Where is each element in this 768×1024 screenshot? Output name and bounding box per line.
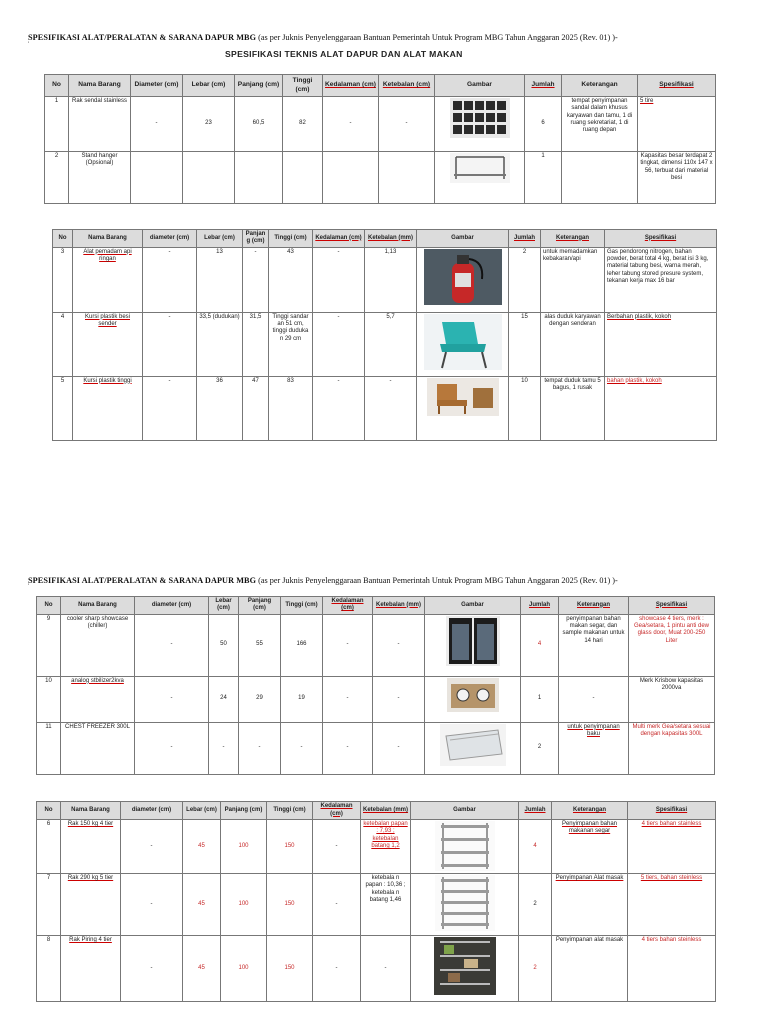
cell-jumlah: 10 xyxy=(509,376,541,440)
cell-keterangan: Penyimpanan alat masak xyxy=(552,936,628,1002)
col-header: Kedalaman (cm) xyxy=(323,597,373,615)
cell-tinggi: 19 xyxy=(281,676,323,722)
col-header: Lebar (cm) xyxy=(183,75,235,97)
col-header: Gambar xyxy=(435,75,525,97)
cell-tinggi: 83 xyxy=(269,376,313,440)
col-header: Panjang (cm) xyxy=(239,597,281,615)
cell-panjang: 31,5 xyxy=(243,312,269,376)
cell-diameter: - xyxy=(131,97,183,152)
col-header: No xyxy=(53,230,73,248)
cell-kedalaman: - xyxy=(323,676,373,722)
cell-gambar xyxy=(417,312,509,376)
col-header: Panjang (cm) xyxy=(235,75,283,97)
cell-keterangan: tempat penyimpanan sandal dalam khusus karyawan dan tamu, 1 di ruang sekretariat, 1 di ruang depan xyxy=(562,97,638,152)
cell-gambar xyxy=(411,820,519,874)
cell-keterangan: Penyimpanan Alat masak xyxy=(552,874,628,936)
cell-ketebalan: 1,13 xyxy=(365,247,417,312)
cell-tinggi: 43 xyxy=(269,247,313,312)
cell-nama: Rak sendal stainless xyxy=(69,97,131,152)
col-header: Nama Barang xyxy=(69,75,131,97)
cell-diameter: - xyxy=(121,820,183,874)
cell-gambar xyxy=(425,676,521,722)
table-row xyxy=(37,936,716,1002)
cell-kedalaman: - xyxy=(313,312,365,376)
cell-kedalaman: - xyxy=(313,820,361,874)
steel-rack-4tier-image xyxy=(435,821,495,871)
cell-jumlah: 4 xyxy=(519,820,552,874)
cell-no: 2 xyxy=(45,152,69,204)
col-header: Tinggi (cm) xyxy=(281,597,323,615)
table-row xyxy=(37,676,715,722)
col-header: Diameter (cm) xyxy=(131,75,183,97)
cell-nama: Rak 290 kg 5 tier xyxy=(61,874,121,936)
doc-header-2 xyxy=(28,576,618,585)
cell-tinggi: - xyxy=(281,722,323,774)
col-header: Kedalaman (cm) xyxy=(313,802,361,820)
cell-no: 10 xyxy=(37,676,61,722)
cell-diameter: - xyxy=(135,676,209,722)
cell-jumlah: 2 xyxy=(519,936,552,1002)
tall-chair-image xyxy=(427,378,499,416)
cell-ketebalan: - xyxy=(373,722,425,774)
doc-header-1 xyxy=(28,33,618,42)
table-row xyxy=(53,312,717,376)
cell-ketebalan: - xyxy=(365,376,417,440)
table-row xyxy=(37,614,715,676)
table-row xyxy=(37,722,715,774)
cell-lebar: 36 xyxy=(197,376,243,440)
cell-nama: Kursi plastik tinggi xyxy=(73,376,143,440)
shoe-rack-image xyxy=(450,98,510,138)
col-header: No xyxy=(37,597,61,615)
cell-lebar: 13 xyxy=(197,247,243,312)
col-header: Nama Barang xyxy=(61,802,121,820)
doc-header-rest: (as per Juknis Penyelenggaraan Bantuan Pemerintah Untuk Program MBG Tahun Anggaran 2025 (Rev. 01) )- xyxy=(258,33,618,42)
cell-nama: Alat pemadam api ringan xyxy=(73,247,143,312)
cell-lebar: 45 xyxy=(183,874,221,936)
col-header: Jumlah xyxy=(509,230,541,248)
doc-subtitle: SPESIFIKASI TEKNIS ALAT DAPUR DAN ALAT MAKAN xyxy=(225,49,463,59)
cell-spesifikasi: Merk Krisbow kapasitas 2000va xyxy=(629,676,715,722)
cell-keterangan: tempat duduk tamu 5 bagus, 1 rusak xyxy=(541,376,605,440)
cell-tinggi: 166 xyxy=(281,614,323,676)
tick-mark: ' xyxy=(28,42,30,48)
cell-tinggi: 150 xyxy=(267,874,313,936)
cell-diameter: - xyxy=(135,722,209,774)
cell-panjang: - xyxy=(239,722,281,774)
plastic-chair-image xyxy=(424,314,502,370)
cell-jumlah: 2 xyxy=(519,874,552,936)
col-header: Tinggi (cm) xyxy=(269,230,313,248)
cell-lebar: - xyxy=(209,722,239,774)
cell-spesifikasi: Kapasitas besar terdapat 2 tingkat, dimensi 110x 147 x 56, terbuat dari material besi xyxy=(638,152,716,204)
cell-spesifikasi: Gas pendorong nitrogen, bahan powder, berat total 4 kg, berat isi 3 kg, material tabung besi, warna merah, leher tabung stored presure system, tekanan kerja max 16 bar xyxy=(605,247,717,312)
cell-nama: Rak 150 kg 4 tier xyxy=(61,820,121,874)
cell-tinggi: 82 xyxy=(283,97,323,152)
cell-tinggi: Tinggi sandar an 51 cm, tinggi duduka n 29 cm xyxy=(269,312,313,376)
cell-panjang: 100 xyxy=(221,874,267,936)
cell-diameter xyxy=(131,152,183,204)
cell-spesifikasi: showcase 4 tiers, merk : Gea/setara, 1 pintu anti dew glass door, Muat 200-250 Liter xyxy=(629,614,715,676)
cell-diameter: - xyxy=(143,312,197,376)
col-header: Tinggi (cm) xyxy=(267,802,313,820)
doc-header-bold: SPESIFIKASI ALAT/PERALATAN & SARANA DAPUR MBG xyxy=(28,33,257,42)
cell-no: 1 xyxy=(45,97,69,152)
cell-ketebalan: ketebala n papan : 10,36 ; ketebala n batang 1,46 xyxy=(361,874,411,936)
col-header: Gambar xyxy=(411,802,519,820)
table-row xyxy=(45,152,716,204)
col-header: Nama Barang xyxy=(61,597,135,615)
col-header: Spesifikasi xyxy=(629,597,715,615)
cell-nama: analog stbilizer2kva xyxy=(61,676,135,722)
cell-kedalaman: - xyxy=(313,936,361,1002)
table-header-row xyxy=(37,597,715,615)
col-header: Jumlah xyxy=(521,597,559,615)
cell-spesifikasi: 4 tiers bahan stainless xyxy=(628,820,716,874)
col-header: Gambar xyxy=(425,597,521,615)
cell-diameter: - xyxy=(143,376,197,440)
cell-no: 7 xyxy=(37,874,61,936)
cell-ketebalan: ketebalan papan : 7,93 ; ketebalan batang 1,2 xyxy=(361,820,411,874)
cell-panjang: - xyxy=(243,247,269,312)
cell-diameter: - xyxy=(121,936,183,1002)
cell-tinggi: 150 xyxy=(267,936,313,1002)
cell-panjang: 100 xyxy=(221,936,267,1002)
spec-table-3 xyxy=(36,596,715,775)
showcase-chiller-image xyxy=(446,616,500,666)
cell-diameter: - xyxy=(143,247,197,312)
cell-gambar xyxy=(417,376,509,440)
cell-jumlah: 2 xyxy=(521,722,559,774)
col-header: diameter (cm) xyxy=(121,802,183,820)
cell-jumlah: 1 xyxy=(525,152,562,204)
col-header: Jumlah xyxy=(525,75,562,97)
col-header: Panjang (cm) xyxy=(243,230,269,248)
col-header: Spesifikasi xyxy=(605,230,717,248)
col-header: Panjang (cm) xyxy=(221,802,267,820)
cell-panjang: 29 xyxy=(239,676,281,722)
table-header-row xyxy=(37,802,716,820)
cell-gambar xyxy=(411,936,519,1002)
cell-no: 5 xyxy=(53,376,73,440)
col-header: No xyxy=(45,75,69,97)
cell-lebar xyxy=(183,152,235,204)
col-header: Tinggi (cm) xyxy=(283,75,323,97)
cell-kedalaman xyxy=(323,152,379,204)
col-header: Keterangan xyxy=(541,230,605,248)
col-header: Spesifikasi xyxy=(628,802,716,820)
cell-diameter: - xyxy=(135,614,209,676)
cell-ketebalan: - xyxy=(361,936,411,1002)
spec-table-1 xyxy=(44,74,716,204)
cell-ketebalan: 5,7 xyxy=(365,312,417,376)
doc-header-bold: SPESIFIKASI ALAT/PERALATAN & SARANA DAPUR MBG xyxy=(28,576,257,585)
cell-jumlah: 6 xyxy=(525,97,562,152)
fire-extinguisher-image xyxy=(424,249,502,305)
table-row xyxy=(37,820,716,874)
steel-rack-5tier-image xyxy=(435,875,495,931)
cell-keterangan xyxy=(562,152,638,204)
cell-no: 9 xyxy=(37,614,61,676)
cell-no: 11 xyxy=(37,722,61,774)
col-header: Kedalaman (cm) xyxy=(313,230,365,248)
cell-jumlah: 1 xyxy=(521,676,559,722)
dish-rack-image xyxy=(434,937,496,995)
col-header: Keterangan xyxy=(559,597,629,615)
cell-gambar xyxy=(411,874,519,936)
col-header: Ketebalan (cm) xyxy=(379,75,435,97)
cell-ketebalan: - xyxy=(379,97,435,152)
cell-panjang: 60,5 xyxy=(235,97,283,152)
cell-no: 8 xyxy=(37,936,61,1002)
cell-ketebalan: - xyxy=(373,614,425,676)
cell-gambar xyxy=(417,247,509,312)
table-row xyxy=(45,97,716,152)
cell-lebar: 23 xyxy=(183,97,235,152)
cell-nama: Rak Piring 4 tier xyxy=(61,936,121,1002)
cell-kedalaman: - xyxy=(313,874,361,936)
col-header: diameter (cm) xyxy=(143,230,197,248)
cell-panjang: 100 xyxy=(221,820,267,874)
cell-keterangan: untuk penyimpanan baku xyxy=(559,722,629,774)
tick-mark: ' xyxy=(28,584,30,590)
cell-diameter: - xyxy=(121,874,183,936)
cell-keterangan: - xyxy=(559,676,629,722)
cell-keterangan: penyimpanan bahan makan segar, dan sample makanan untuk 14 hari xyxy=(559,614,629,676)
col-header: Nama Barang xyxy=(73,230,143,248)
cell-nama: cooler sharp showcase (chiller) xyxy=(61,614,135,676)
col-header: Jumlah xyxy=(519,802,552,820)
cell-nama: Stand hanger (Opsional) xyxy=(69,152,131,204)
cell-gambar xyxy=(435,97,525,152)
cell-keterangan: untuk memadamkan kebakaran/api xyxy=(541,247,605,312)
col-header: Ketebalan (mm) xyxy=(361,802,411,820)
col-header: Lebar (cm) xyxy=(209,597,239,615)
chest-freezer-image xyxy=(440,724,506,766)
spec-table-4 xyxy=(36,801,716,1002)
cell-spesifikasi: Multi merk Gea/setara sesuai dengan kapasitas 300L xyxy=(629,722,715,774)
col-header: Spesifikasi xyxy=(638,75,716,97)
cell-kedalaman: - xyxy=(313,247,365,312)
cell-ketebalan: - xyxy=(373,676,425,722)
col-header: diameter (cm) xyxy=(135,597,209,615)
cell-kedalaman: - xyxy=(323,97,379,152)
col-header: No xyxy=(37,802,61,820)
cell-kedalaman: - xyxy=(323,614,373,676)
cell-jumlah: 2 xyxy=(509,247,541,312)
doc-header-rest: (as per Juknis Penyelenggaraan Bantuan Pemerintah Untuk Program MBG Tahun Anggaran 2025 (Rev. 01) )- xyxy=(258,576,618,585)
cell-jumlah: 15 xyxy=(509,312,541,376)
col-header: Keterangan xyxy=(562,75,638,97)
cell-nama: Kursi plastik besi sender xyxy=(73,312,143,376)
cell-lebar: 45 xyxy=(183,820,221,874)
col-header: Keterangan xyxy=(552,802,628,820)
col-header: Lebar (cm) xyxy=(183,802,221,820)
cell-lebar: 50 xyxy=(209,614,239,676)
cell-spesifikasi: bahan plastik, kokoh xyxy=(605,376,717,440)
cell-nama: CHEST FREEZER 300L xyxy=(61,722,135,774)
cell-lebar: 24 xyxy=(209,676,239,722)
cell-spesifikasi: Berbahan plastik, kokoh xyxy=(605,312,717,376)
cell-spesifikasi: 5 tiers, bahan steinless xyxy=(628,874,716,936)
col-header: Ketebalan (mm) xyxy=(373,597,425,615)
cell-kedalaman: - xyxy=(323,722,373,774)
cell-jumlah: 4 xyxy=(521,614,559,676)
cell-spesifikasi: 4 tiers bahan steinless xyxy=(628,936,716,1002)
cell-kedalaman: - xyxy=(313,376,365,440)
cell-keterangan: Penyimpanan bahan makanan segar xyxy=(552,820,628,874)
cell-panjang: 55 xyxy=(239,614,281,676)
col-header: Ketebalan (mm) xyxy=(365,230,417,248)
table-row xyxy=(53,247,717,312)
cell-gambar xyxy=(435,152,525,204)
col-header: Kedalaman (cm) xyxy=(323,75,379,97)
cell-gambar xyxy=(425,722,521,774)
table-row xyxy=(37,874,716,936)
cell-lebar: 33,5 (dudukan) xyxy=(197,312,243,376)
cell-no: 3 xyxy=(53,247,73,312)
table-header-row xyxy=(53,230,717,248)
table-row xyxy=(53,376,717,440)
cell-gambar xyxy=(425,614,521,676)
table-header-row xyxy=(45,75,716,97)
cell-spesifikasi: 5 tire xyxy=(638,97,716,152)
stabilizer-image xyxy=(447,678,499,712)
stand-hanger-image xyxy=(450,153,510,183)
cell-tinggi xyxy=(283,152,323,204)
cell-panjang: 47 xyxy=(243,376,269,440)
col-header: Gambar xyxy=(417,230,509,248)
spec-table-2 xyxy=(52,229,717,441)
cell-tinggi: 150 xyxy=(267,820,313,874)
cell-no: 4 xyxy=(53,312,73,376)
cell-ketebalan xyxy=(379,152,435,204)
col-header: Lebar (cm) xyxy=(197,230,243,248)
cell-panjang xyxy=(235,152,283,204)
cell-keterangan: alas duduk karyawan dengan senderan xyxy=(541,312,605,376)
cell-lebar: 45 xyxy=(183,936,221,1002)
cell-no: 6 xyxy=(37,820,61,874)
